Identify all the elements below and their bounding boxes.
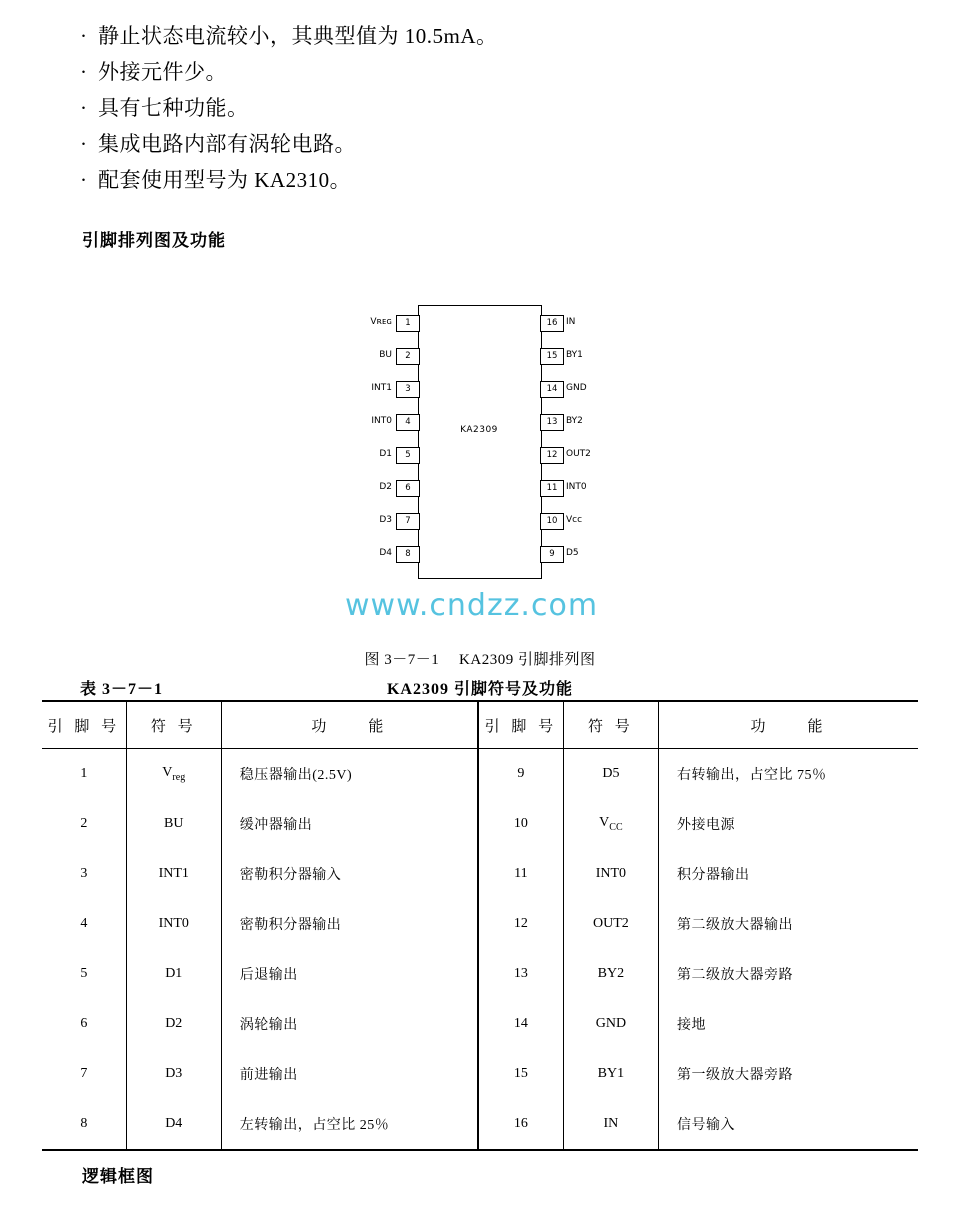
col-header-function-right: 功 能 [750,718,827,735]
cell-symbol: D2 [126,999,221,1049]
section-heading-logic: 逻辑框图 [82,1167,154,1187]
cell-function: 信号输入 [677,1118,735,1133]
pin-box-left-1: 1 [396,315,420,332]
list-item [80,54,880,90]
list-item [80,90,880,126]
table-number: 表 3－7－1 [80,681,164,698]
pin-box-right-9: 9 [540,546,564,563]
cell-pin-no: 11 [478,849,563,899]
pin-box-left-7: 7 [396,513,420,530]
pin-label-left-7: D3 [379,515,392,525]
cell-function: 接地 [677,1018,706,1033]
watermark: www.cndzz.com [345,588,599,623]
pin-box-right-16: 16 [540,315,564,332]
bullet-text: 静止状态电流较小，其典型值为 10.5mA。 [98,24,498,48]
table-row [42,1099,918,1150]
pin-label-left-6: D2 [379,482,392,492]
cell-symbol: $V_{reg}$ [126,749,221,800]
bullet-text: 配套使用型号为 KA2310。 [98,168,352,192]
cell-symbol: BY1 [563,1049,658,1099]
cell-function: 积分器输出 [677,868,750,883]
feature-bullet-list [80,18,880,198]
list-item [80,18,880,54]
bullet-dot-icon: · [80,132,88,156]
pin-label-right-12: OUT2 [566,449,591,459]
list-item [80,126,880,162]
pin-label-left-4: INT0 [371,416,392,426]
bullet-dot-icon: · [80,96,88,120]
pin-label-right-16: IN [566,317,576,327]
cell-function: 密勒积分器输入 [221,849,478,899]
cell-symbol: BY2 [563,949,658,999]
pin-label-left-5: D1 [379,449,392,459]
chip-body [418,305,542,579]
cell-symbol: INT1 [126,849,221,899]
cell-symbol: $V_{CC}$ [563,799,658,849]
pin-label-left-1: Vʀᴇɢ [370,317,392,327]
col-header-pin-no-left: 引 脚 号 [42,701,126,749]
table-title: KA2309 引脚符号及功能 [386,681,573,698]
chip-pinout-diagram [330,295,630,595]
cell-pin-no: 7 [42,1049,126,1099]
table-row [42,899,918,949]
figure-caption: 图 3－7－1 KA2309 引脚排列图 [364,652,596,668]
cell-pin-no: 12 [478,899,563,949]
pin-box-right-10: 10 [540,513,564,530]
cell-pin-no: 9 [478,749,563,800]
pin-function-table [42,700,918,1151]
cell-pin-no: 14 [478,999,563,1049]
cell-function: 左转输出，占空比 25％ [221,1099,478,1150]
table-row [42,799,918,849]
pin-label-left-3: INT1 [371,383,392,393]
cell-function: 后退输出 [221,949,478,999]
pin-box-right-15: 15 [540,348,564,365]
bullet-text: 具有七种功能。 [98,96,249,120]
cell-pin-no: 13 [478,949,563,999]
table-row [42,1049,918,1099]
cell-pin-no: 5 [42,949,126,999]
cell-symbol: IN [563,1099,658,1150]
cell-function: 前进输出 [221,1049,478,1099]
cell-symbol: OUT2 [563,899,658,949]
pin-box-left-8: 8 [396,546,420,563]
col-header-function-left: 功 能 [221,701,478,749]
bullet-text: 外接元件少。 [98,60,227,84]
bullet-dot-icon: · [80,60,88,84]
cell-function: 外接电源 [677,818,735,833]
pin-label-right-15: BY1 [566,350,583,360]
cell-pin-no: 4 [42,899,126,949]
cell-symbol: D4 [126,1099,221,1150]
cell-symbol: BU [126,799,221,849]
table-row [42,999,918,1049]
pin-label-right-14: GND [566,383,587,393]
pin-box-right-13: 13 [540,414,564,431]
bullet-text: 集成电路内部有涡轮电路。 [98,132,356,156]
list-item [80,162,880,198]
pin-box-right-12: 12 [540,447,564,464]
bullet-dot-icon: · [80,168,88,192]
chip-name-label: KA2309 [460,425,498,435]
table-header-row [42,701,918,749]
pin-label-left-2: BU [379,350,392,360]
cell-symbol: INT0 [563,849,658,899]
table-row [42,849,918,899]
cell-function: 第一级放大器旁路 [677,1068,793,1083]
cell-pin-no: 10 [478,799,563,849]
pin-box-left-2: 2 [396,348,420,365]
cell-pin-no: 15 [478,1049,563,1099]
cell-pin-no: 1 [42,749,126,800]
pin-box-right-11: 11 [540,480,564,497]
cell-pin-no: 2 [42,799,126,849]
col-header-symbol-right: 符 号 [563,701,658,749]
pin-box-left-4: 4 [396,414,420,431]
pin-label-left-8: D4 [379,548,392,558]
cell-pin-no: 16 [478,1099,563,1150]
pin-label-right-9: D5 [566,548,579,558]
pin-box-left-5: 5 [396,447,420,464]
cell-function: 稳压器输出(2.5V) [221,749,478,800]
section-heading-pinout: 引脚排列图及功能 [82,231,226,251]
pin-box-right-14: 14 [540,381,564,398]
bullet-dot-icon: · [80,24,88,48]
table-row [42,749,918,800]
cell-symbol: D1 [126,949,221,999]
cell-function: 右转输出，占空比 75％ [677,768,827,783]
table-row [42,949,918,999]
cell-function: 涡轮输出 [221,999,478,1049]
col-header-symbol-left: 符 号 [126,701,221,749]
cell-symbol: D3 [126,1049,221,1099]
cell-function: 第二级放大器输出 [677,918,793,933]
pin-box-left-3: 3 [396,381,420,398]
pin-label-right-11: INT0 [566,482,587,492]
cell-function: 密勒积分器输出 [221,899,478,949]
cell-pin-no: 3 [42,849,126,899]
cell-symbol: D5 [563,749,658,800]
cell-pin-no: 8 [42,1099,126,1150]
cell-function: 缓冲器输出 [221,799,478,849]
pin-box-left-6: 6 [396,480,420,497]
pin-label-right-10: Vcc [566,515,583,525]
cell-function: 第二级放大器旁路 [677,968,793,983]
pin-label-right-13: BY2 [566,416,583,426]
cell-symbol: GND [563,999,658,1049]
cell-pin-no: 6 [42,999,126,1049]
cell-symbol: INT0 [126,899,221,949]
col-header-pin-no-right: 引 脚 号 [478,701,563,749]
